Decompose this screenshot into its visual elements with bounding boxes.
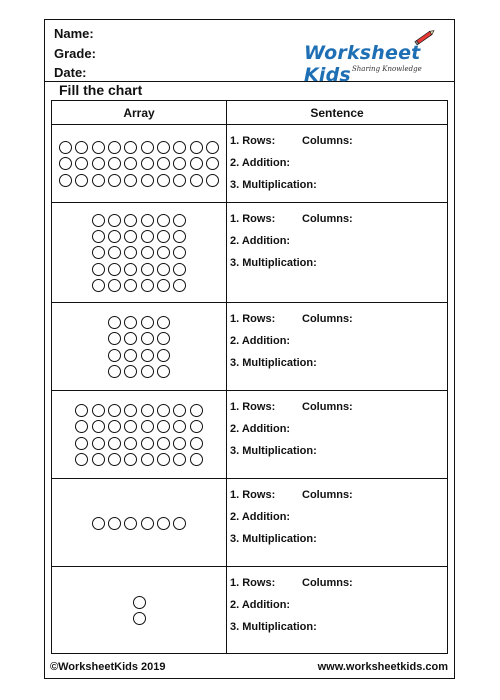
addition-line xyxy=(230,423,290,435)
circle-icon xyxy=(157,332,170,345)
multiplication-line-text: 3. Multiplication: xyxy=(230,179,317,191)
circle-icon xyxy=(190,174,203,187)
circle-icon xyxy=(157,263,170,276)
circle-icon xyxy=(157,404,170,417)
date-field-label: Date: xyxy=(54,65,87,80)
circle-icon xyxy=(108,365,121,378)
fill-chart-table xyxy=(51,100,448,654)
circle-icon xyxy=(157,420,170,433)
circle-icon xyxy=(206,174,219,187)
circle-icon xyxy=(173,174,186,187)
rows-columns-line xyxy=(230,135,353,147)
array-cell xyxy=(52,203,226,302)
grade-field-label: Grade: xyxy=(54,46,96,61)
circle-icon xyxy=(108,141,121,154)
circle-icon xyxy=(141,437,154,450)
circle-icon xyxy=(108,214,121,227)
circle-icon xyxy=(157,157,170,170)
circle-icon xyxy=(157,246,170,259)
circle-icon xyxy=(190,453,203,466)
circle-icon xyxy=(75,174,88,187)
circle-icon xyxy=(124,316,137,329)
circle-icon xyxy=(173,214,186,227)
circle-icon xyxy=(133,596,146,609)
array-cell xyxy=(52,567,226,654)
circle-icon xyxy=(173,230,186,243)
array-cell xyxy=(52,391,226,478)
table-row xyxy=(52,567,447,654)
columns-label: Columns: xyxy=(302,401,353,413)
circle-icon xyxy=(59,174,72,187)
circle-icon xyxy=(157,316,170,329)
circle-icon xyxy=(173,263,186,276)
circle-icon xyxy=(59,141,72,154)
circle-icon xyxy=(108,437,121,450)
circle-icon xyxy=(124,230,137,243)
circle-icon xyxy=(75,404,88,417)
multiplication-line xyxy=(230,257,317,269)
circle-icon xyxy=(190,141,203,154)
circle-icon xyxy=(124,453,137,466)
columns-label: Columns: xyxy=(302,135,353,147)
circle-icon xyxy=(206,141,219,154)
circle-icon xyxy=(141,349,154,362)
circle-icon xyxy=(190,404,203,417)
circle-icon xyxy=(173,453,186,466)
circle-icon xyxy=(124,214,137,227)
multiplication-line xyxy=(230,357,317,369)
multiplication-line-text: 3. Multiplication: xyxy=(230,445,317,457)
circle-icon xyxy=(173,420,186,433)
rows-columns-line xyxy=(230,313,353,325)
rows-columns-line xyxy=(230,401,353,413)
circle-icon xyxy=(173,246,186,259)
footer-copyright: ©WorksheetKids 2019 xyxy=(50,661,166,673)
circle-icon xyxy=(141,316,154,329)
circle-icon xyxy=(124,349,137,362)
circle-icon xyxy=(124,365,137,378)
sentence-column-header: Sentence xyxy=(310,106,364,120)
circle-icon xyxy=(92,517,105,530)
circle-icon xyxy=(124,246,137,259)
rows-columns-line-text: 1. Rows: xyxy=(230,577,276,589)
columns-label: Columns: xyxy=(302,213,353,225)
circle-icon xyxy=(141,332,154,345)
multiplication-line-text: 3. Multiplication: xyxy=(230,621,317,633)
addition-line-text: 2. Addition: xyxy=(230,335,291,347)
addition-line-text: 2. Addition: xyxy=(230,599,291,611)
circle-array xyxy=(133,596,146,625)
circle-icon xyxy=(92,453,105,466)
circle-icon xyxy=(108,332,121,345)
circle-icon xyxy=(124,517,137,530)
circle-icon xyxy=(141,365,154,378)
circle-icon xyxy=(173,404,186,417)
sentence-cell xyxy=(230,303,446,390)
circle-icon xyxy=(173,157,186,170)
circle-icon xyxy=(124,279,137,292)
rows-columns-line-text: 1. Rows: xyxy=(230,313,276,325)
multiplication-line-text: 3. Multiplication: xyxy=(230,533,317,545)
circle-icon xyxy=(157,279,170,292)
circle-icon xyxy=(173,437,186,450)
circle-icon xyxy=(108,316,121,329)
addition-line-text: 2. Addition: xyxy=(230,157,291,169)
circle-icon xyxy=(124,404,137,417)
circle-icon xyxy=(108,230,121,243)
addition-line xyxy=(230,235,290,247)
sentence-cell xyxy=(230,391,446,478)
circle-icon xyxy=(92,157,105,170)
circle-icon xyxy=(157,517,170,530)
addition-line xyxy=(230,335,290,347)
circle-icon xyxy=(124,332,137,345)
circle-icon xyxy=(141,230,154,243)
sentence-cell xyxy=(230,567,446,654)
circle-icon xyxy=(141,279,154,292)
page-title: Fill the chart xyxy=(59,82,143,98)
logo-text: Worksheet Kids xyxy=(304,42,421,86)
circle-array xyxy=(108,316,170,378)
table-row xyxy=(52,303,447,391)
circle-icon xyxy=(75,453,88,466)
multiplication-line xyxy=(230,445,317,457)
table-row xyxy=(52,125,447,203)
circle-icon xyxy=(157,453,170,466)
circle-icon xyxy=(141,141,154,154)
circle-icon xyxy=(141,157,154,170)
rows-columns-line-text: 1. Rows: xyxy=(230,213,276,225)
circle-icon xyxy=(124,157,137,170)
header xyxy=(44,19,455,86)
circle-icon xyxy=(157,437,170,450)
multiplication-line-text: 3. Multiplication: xyxy=(230,257,317,269)
circle-icon xyxy=(206,157,219,170)
addition-line xyxy=(230,157,290,169)
sentence-cell xyxy=(230,479,446,566)
circle-icon xyxy=(124,141,137,154)
circle-array xyxy=(59,141,219,187)
circle-icon xyxy=(124,174,137,187)
footer-website: www.worksheetkids.com xyxy=(317,661,448,673)
circle-array xyxy=(75,404,202,466)
rows-columns-line-text: 1. Rows: xyxy=(230,489,276,501)
addition-line-text: 2. Addition: xyxy=(230,423,291,435)
circle-icon xyxy=(173,141,186,154)
circle-icon xyxy=(141,404,154,417)
array-column-header: Array xyxy=(123,106,155,120)
circle-icon xyxy=(157,365,170,378)
circle-icon xyxy=(75,420,88,433)
rows-columns-line xyxy=(230,213,353,225)
rows-columns-line xyxy=(230,489,353,501)
circle-icon xyxy=(157,230,170,243)
circle-icon xyxy=(59,157,72,170)
multiplication-line-text: 3. Multiplication: xyxy=(230,357,317,369)
circle-icon xyxy=(173,517,186,530)
circle-icon xyxy=(124,420,137,433)
circle-icon xyxy=(75,437,88,450)
circle-icon xyxy=(141,517,154,530)
addition-line xyxy=(230,599,290,611)
circle-icon xyxy=(173,279,186,292)
circle-icon xyxy=(92,214,105,227)
table-header xyxy=(52,101,447,125)
circle-icon xyxy=(108,453,121,466)
circle-icon xyxy=(92,404,105,417)
circle-icon xyxy=(108,349,121,362)
multiplication-line xyxy=(230,533,317,545)
circle-icon xyxy=(108,246,121,259)
columns-label: Columns: xyxy=(302,313,353,325)
circle-icon xyxy=(124,263,137,276)
circle-icon xyxy=(75,157,88,170)
multiplication-line xyxy=(230,621,317,633)
logo-tagline: Sharing Knowledge xyxy=(352,65,422,73)
array-cell xyxy=(52,125,226,202)
table-row xyxy=(52,391,447,479)
rows-columns-line xyxy=(230,577,353,589)
circle-icon xyxy=(141,453,154,466)
rows-columns-line-text: 1. Rows: xyxy=(230,401,276,413)
addition-line xyxy=(230,511,290,523)
circle-icon xyxy=(141,263,154,276)
circle-icon xyxy=(141,174,154,187)
circle-icon xyxy=(108,517,121,530)
circle-icon xyxy=(157,174,170,187)
circle-icon xyxy=(124,437,137,450)
circle-icon xyxy=(157,349,170,362)
circle-array xyxy=(92,214,187,292)
circle-icon xyxy=(92,420,105,433)
circle-icon xyxy=(92,279,105,292)
addition-line-text: 2. Addition: xyxy=(230,235,291,247)
circle-icon xyxy=(75,141,88,154)
circle-icon xyxy=(190,420,203,433)
circle-icon xyxy=(190,157,203,170)
columns-label: Columns: xyxy=(302,577,353,589)
circle-icon xyxy=(108,404,121,417)
circle-icon xyxy=(92,246,105,259)
sentence-cell xyxy=(230,125,446,202)
circle-icon xyxy=(157,141,170,154)
sentence-cell xyxy=(230,203,446,302)
circle-icon xyxy=(141,214,154,227)
array-cell xyxy=(52,479,226,566)
table-row xyxy=(52,203,447,303)
circle-icon xyxy=(92,263,105,276)
rows-columns-line-text: 1. Rows: xyxy=(230,135,276,147)
circle-icon xyxy=(108,420,121,433)
circle-icon xyxy=(92,230,105,243)
circle-icon xyxy=(133,612,146,625)
circle-icon xyxy=(190,437,203,450)
circle-icon xyxy=(92,141,105,154)
addition-line-text: 2. Addition: xyxy=(230,511,291,523)
circle-icon xyxy=(141,246,154,259)
circle-icon xyxy=(157,214,170,227)
circle-icon xyxy=(141,420,154,433)
table-row xyxy=(52,479,447,567)
circle-icon xyxy=(108,263,121,276)
worksheet-kids-logo xyxy=(304,28,454,86)
circle-icon xyxy=(108,279,121,292)
circle-icon xyxy=(108,157,121,170)
multiplication-line xyxy=(230,179,317,191)
columns-label: Columns: xyxy=(302,489,353,501)
circle-icon xyxy=(108,174,121,187)
array-cell xyxy=(52,303,226,390)
name-field-label: Name: xyxy=(54,26,94,41)
circle-array xyxy=(92,517,187,530)
circle-icon xyxy=(92,437,105,450)
circle-icon xyxy=(92,174,105,187)
